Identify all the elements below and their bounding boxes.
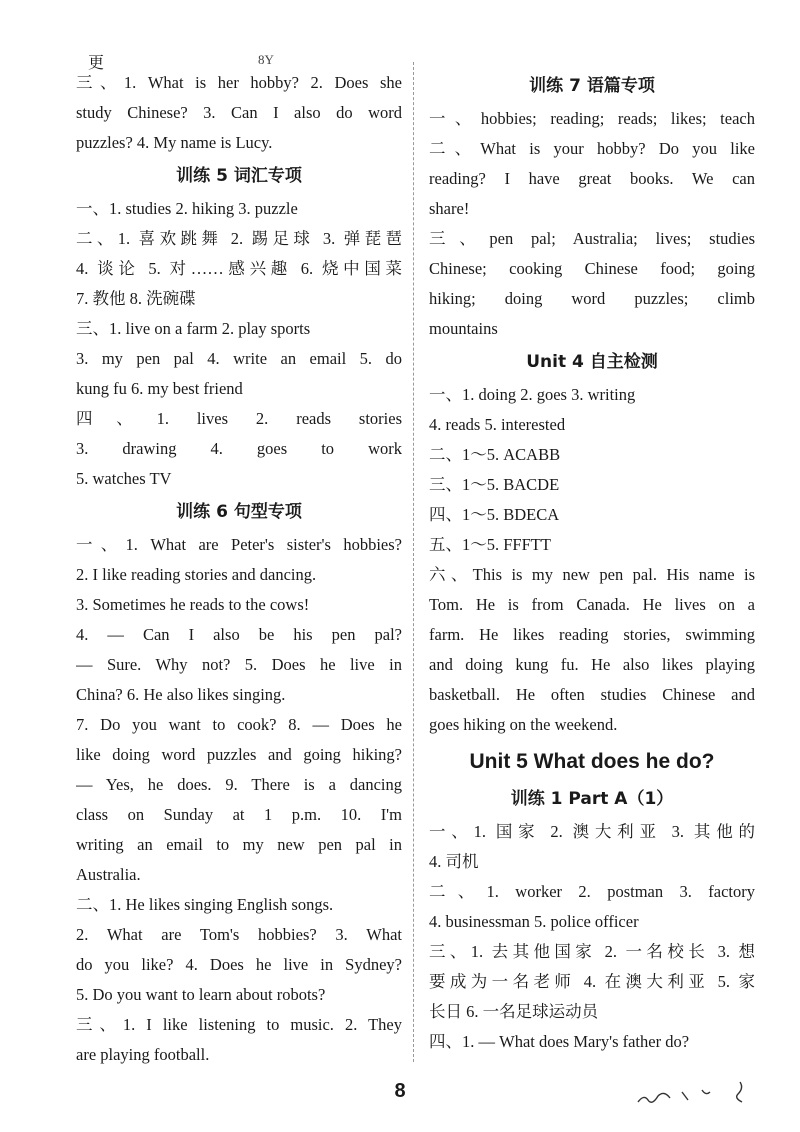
right-text-line: 三、pen pal; Australia; lives; studies — [429, 229, 755, 248]
left-text-line: 一、1. studies 2. hiking 3. puzzle — [76, 199, 298, 218]
left-section-heading: 训练 6 句型专项 — [176, 502, 302, 522]
left-text-line: 5. watches TV — [76, 469, 172, 488]
left-text-line: — Yes, he does. 9. There is a dancing — [76, 775, 402, 794]
left-text-line: 2. I like reading stories and dancing. — [76, 565, 317, 584]
right-section-heading: 训练 7 语篇专项 — [529, 76, 655, 96]
right-column — [429, 68, 755, 1057]
right-text-line: 要成为一名老师 4. 在澳大利亚 5. 家 — [429, 972, 755, 991]
left-column — [76, 68, 402, 1070]
right-text-line: 4. 司机 — [429, 852, 479, 871]
right-text-line: 长日 6. 一名足球运动员 — [429, 1002, 599, 1021]
left-text-line: — Sure. Why not? 5. Does he live in — [76, 655, 402, 674]
left-text-line: Australia. — [76, 865, 141, 884]
right-text-line: 二、What is your hobby? Do you like — [429, 139, 755, 158]
left-text-line: 二、1. He likes singing English songs. — [76, 895, 334, 914]
left-text-line: 三、1. I like listening to music. 2. They — [76, 1015, 402, 1034]
left-text-line: do you like? 4. Does he live in Sydney? — [76, 955, 402, 974]
right-text-line: 三、1～5. BACDE — [429, 475, 560, 494]
right-text-line: 三、1. 去其他国家 2. 一名校长 3. 想 — [429, 942, 755, 961]
right-text-line: mountains — [429, 319, 498, 338]
left-text-line: study Chinese? 3. Can I also do word — [76, 103, 402, 122]
right-text-line: 四、1～5. BDECA — [429, 505, 560, 524]
right-text-line: 四、1. — What does Mary's father do? — [429, 1032, 690, 1051]
right-text-line: 4. businessman 5. police officer — [429, 912, 639, 931]
left-text-line: kung fu 6. my best friend — [76, 379, 243, 398]
right-section-heading: Unit 4 自主检测 — [526, 352, 658, 372]
handwritten-scribble — [632, 1072, 752, 1112]
right-text-line: 一、1. 国家 2. 澳大利亚 3. 其他的 — [429, 822, 755, 841]
left-text-line: like doing word puzzles and going hiking? — [76, 745, 402, 764]
left-text-line: 4. 谈论 5. 对……感兴趣 6. 烧中国菜 — [76, 259, 402, 278]
left-text-line: China? 6. He also likes singing. — [76, 685, 286, 704]
right-text-line: basketball. He often studies Chinese and — [429, 685, 755, 704]
right-text-line: hiking; doing word puzzles; climb — [429, 289, 755, 308]
left-text-line: 三、1. What is her hobby? 2. Does she — [76, 73, 402, 92]
left-text-line: 二、1. 喜欢跳舞 2. 踢足球 3. 弹琵琶 — [76, 229, 402, 248]
right-section-heading: 训练 1 Part A（1） — [510, 789, 674, 809]
left-text-line: 三、1. live on a farm 2. play sports — [76, 319, 311, 338]
header-mark-left: 更 — [88, 55, 105, 72]
left-text-line: 四、1. lives 2. reads stories — [76, 409, 402, 428]
left-text-line: are playing football. — [76, 1045, 210, 1064]
left-text-line: 3. drawing 4. goes to work — [76, 439, 402, 458]
right-text-line: 六、This is my new pen pal. His name is — [429, 565, 755, 584]
left-text-line: writing an email to my new pen pal in — [76, 835, 402, 854]
left-text-line: 3. Sometimes he reads to the cows! — [76, 595, 310, 614]
right-text-line: 4. reads 5. interested — [429, 415, 566, 434]
left-text-line: 7. 教他 8. 洗碗碟 — [76, 289, 196, 308]
right-text-line: 二、1～5. ACABB — [429, 445, 561, 464]
right-text-line: farm. He likes reading stories, swimming — [429, 625, 755, 644]
right-text-line: goes hiking on the weekend. — [429, 715, 618, 734]
left-text-line: 4. — Can I also be his pen pal? — [76, 625, 402, 644]
left-text-line: 7. Do you want to cook? 8. — Does he — [76, 715, 402, 734]
left-text-line: class on Sunday at 1 p.m. 10. I'm — [76, 805, 402, 824]
left-text-line: 5. Do you want to learn about robots? — [76, 985, 326, 1004]
right-text-line: share! — [429, 199, 470, 218]
right-text-line: 二、1. worker 2. postman 3. factory — [429, 882, 755, 901]
left-text-line: 一、1. What are Peter's sister's hobbies? — [76, 535, 402, 554]
header-mark-center: 8Y — [258, 52, 274, 67]
right-text-line: reading? I have great books. We can — [429, 169, 755, 188]
right-text-line: 五、1～5. FFFTT — [429, 535, 551, 554]
page-number: 8 — [394, 1080, 406, 1102]
right-text-line: and doing kung fu. He also likes playing — [429, 655, 755, 674]
column-divider — [413, 62, 414, 1062]
left-text-line: 3. my pen pal 4. write an email 5. do — [76, 349, 402, 368]
right-text-line: 一、1. doing 2. goes 3. writing — [429, 385, 636, 404]
left-text-line: 2. What are Tom's hobbies? 3. What — [76, 925, 402, 944]
right-text-line: Chinese; cooking Chinese food; going — [429, 259, 755, 278]
right-text-line: Tom. He is from Canada. He lives on a — [429, 595, 755, 614]
left-section-heading: 训练 5 词汇专项 — [176, 166, 302, 186]
right-unit-heading: Unit 5 What does he do? — [469, 750, 715, 773]
left-text-line: puzzles? 4. My name is Lucy. — [76, 133, 273, 152]
right-text-line: 一、hobbies; reading; reads; likes; teach — [429, 109, 755, 128]
